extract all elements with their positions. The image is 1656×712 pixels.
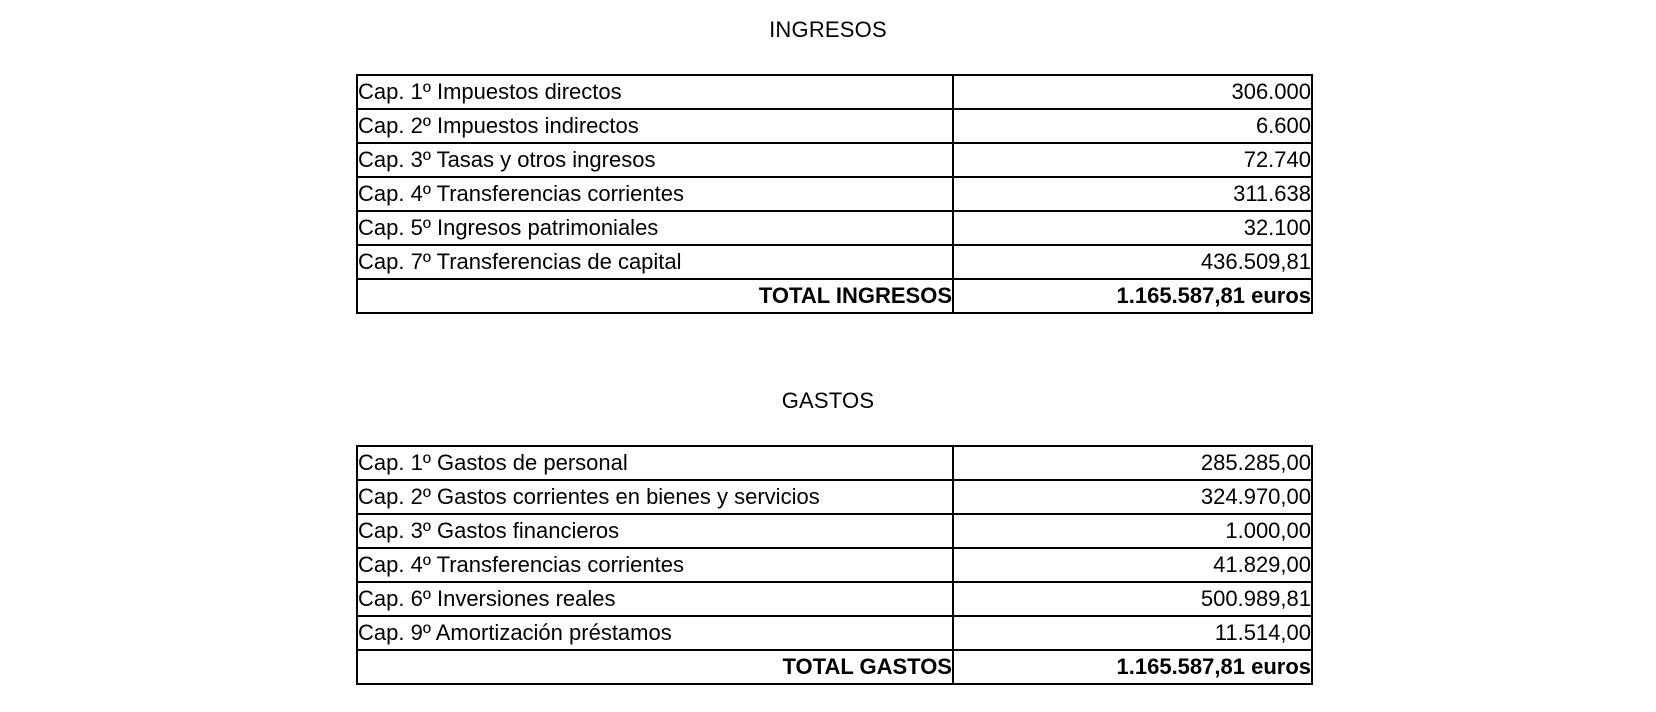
total-row — [357, 650, 1312, 684]
concept-cell: Cap. 1º Gastos de personal — [357, 446, 953, 480]
amount-cell: 324.970,00 — [953, 480, 1312, 514]
amount-cell: 285.285,00 — [953, 446, 1312, 480]
table-row — [357, 480, 1312, 514]
table-row — [357, 514, 1312, 548]
amount-cell: 1.000,00 — [953, 514, 1312, 548]
gastos-table — [356, 445, 1313, 685]
total-ingresos-label: TOTAL INGRESOS — [357, 279, 953, 313]
table-row — [357, 245, 1312, 279]
concept-cell: Cap. 5º Ingresos patrimoniales — [357, 211, 953, 245]
table-row — [357, 446, 1312, 480]
concept-cell: Cap. 6º Inversiones reales — [357, 582, 953, 616]
amount-cell: 500.989,81 — [953, 582, 1312, 616]
concept-cell: Cap. 2º Gastos corrientes en bienes y servicios — [357, 480, 953, 514]
total-row — [357, 279, 1312, 313]
concept-cell: Cap. 3º Gastos financieros — [357, 514, 953, 548]
amount-cell: 306.000 — [953, 75, 1312, 109]
amount-cell: 72.740 — [953, 143, 1312, 177]
amount-cell: 436.509,81 — [953, 245, 1312, 279]
gastos-title: GASTOS — [781, 388, 875, 413]
concept-cell: Cap. 2º Impuestos indirectos — [357, 109, 953, 143]
table-row — [357, 109, 1312, 143]
table-row — [357, 582, 1312, 616]
concept-cell: Cap. 4º Transferencias corrientes — [357, 177, 953, 211]
ingresos-table — [356, 74, 1313, 314]
total-gastos-amount: 1.165.587,81 euros — [953, 650, 1312, 684]
concept-cell: Cap. 1º Impuestos directos — [357, 75, 953, 109]
table-row — [357, 616, 1312, 650]
amount-cell: 6.600 — [953, 109, 1312, 143]
table-row — [357, 548, 1312, 582]
concept-cell: Cap. 4º Transferencias corrientes — [357, 548, 953, 582]
amount-cell: 311.638 — [953, 177, 1312, 211]
concept-cell: Cap. 9º Amortización préstamos — [357, 616, 953, 650]
table-row — [357, 143, 1312, 177]
amount-cell: 32.100 — [953, 211, 1312, 245]
ingresos-title: INGRESOS — [769, 17, 887, 42]
amount-cell: 11.514,00 — [953, 616, 1312, 650]
table-row — [357, 211, 1312, 245]
total-gastos-label: TOTAL GASTOS — [357, 650, 953, 684]
concept-cell: Cap. 3º Tasas y otros ingresos — [357, 143, 953, 177]
concept-cell: Cap. 7º Transferencias de capital — [357, 245, 953, 279]
amount-cell: 41.829,00 — [953, 548, 1312, 582]
table-row — [357, 75, 1312, 109]
table-row — [357, 177, 1312, 211]
total-ingresos-amount: 1.165.587,81 euros — [953, 279, 1312, 313]
